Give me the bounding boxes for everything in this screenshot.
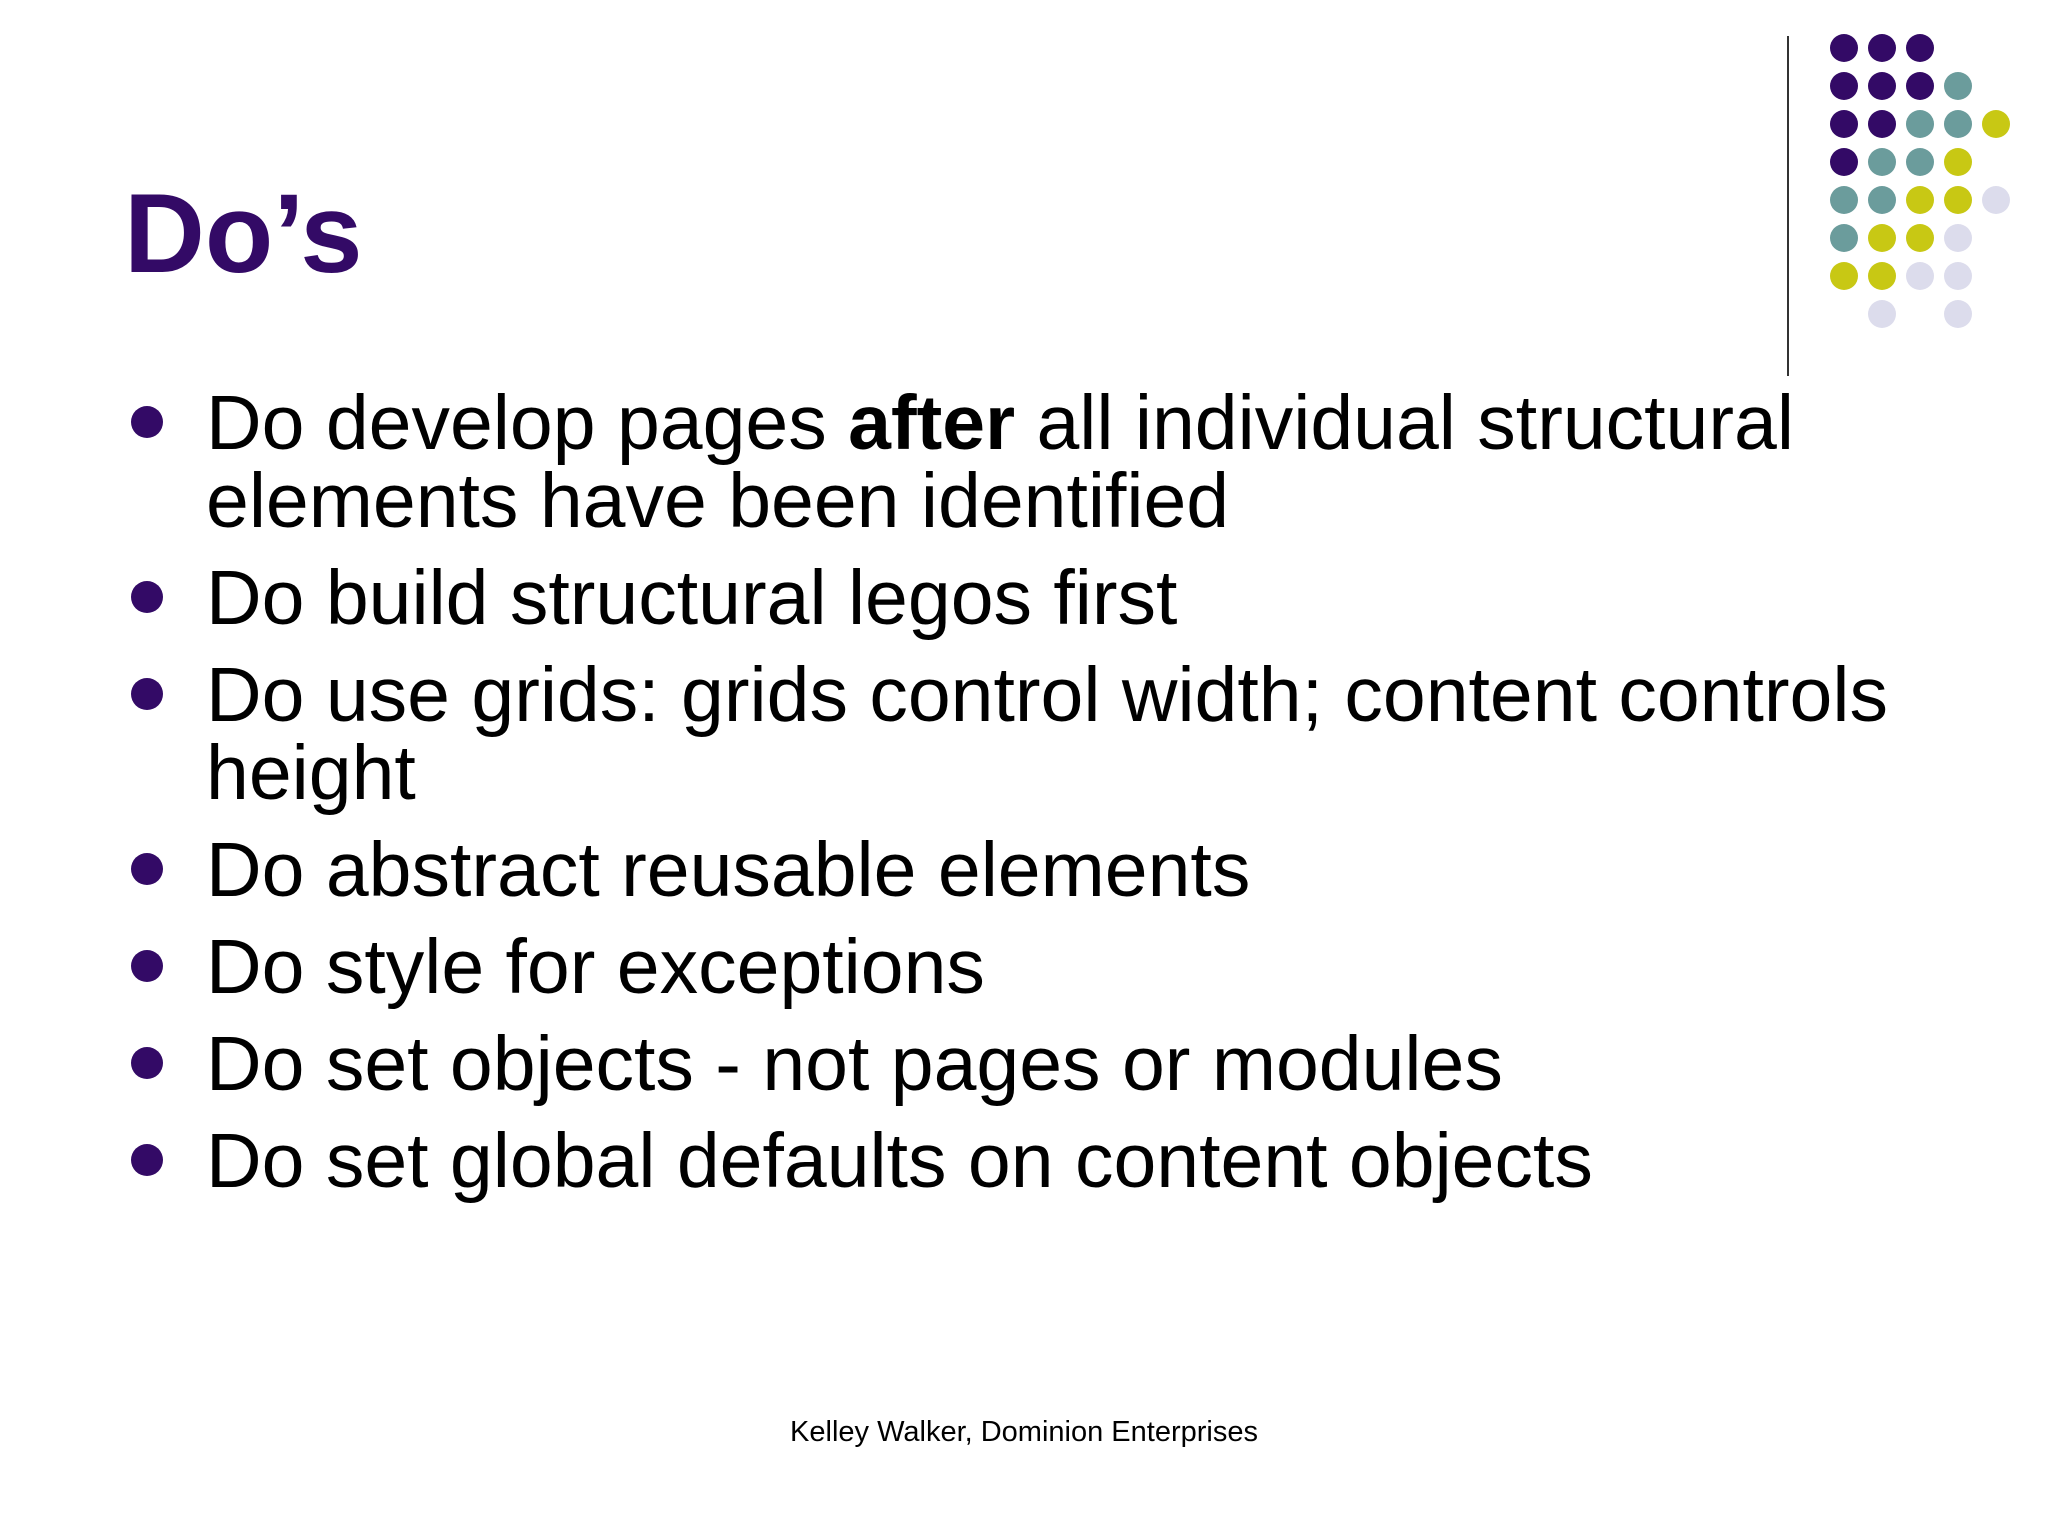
decor-dot xyxy=(1830,148,1858,176)
decor-dot xyxy=(1830,262,1858,290)
decor-dot xyxy=(1906,34,1934,62)
decor-dot xyxy=(1868,72,1896,100)
bullet-icon xyxy=(131,581,163,613)
decor-dot xyxy=(1868,300,1896,328)
decor-dot xyxy=(1944,186,1972,214)
decor-dot xyxy=(1830,224,1858,252)
bullet-item xyxy=(0,924,1906,1010)
slide-title: Do’s xyxy=(124,171,363,296)
decor-dot xyxy=(1868,110,1896,138)
bullet-icon xyxy=(131,678,163,710)
bullet-icon xyxy=(131,1047,163,1079)
decor-dot xyxy=(1868,34,1896,62)
decor-dot xyxy=(1830,110,1858,138)
bullet-item xyxy=(0,555,1906,641)
decor-dot xyxy=(1868,262,1896,290)
bullet-icon xyxy=(131,406,163,438)
decor-dot xyxy=(1944,300,1972,328)
bullet-text-part: all individual structural elements have been identified xyxy=(206,380,1794,544)
decor-dot xyxy=(1944,224,1972,252)
decor-dot xyxy=(1830,186,1858,214)
decor-dot xyxy=(1868,186,1896,214)
decor-dot xyxy=(1868,224,1896,252)
bullet-text: Do set global defaults on content objects xyxy=(206,1118,1593,1204)
bullet-item xyxy=(0,1021,1906,1107)
decor-dot xyxy=(1944,148,1972,176)
bullet-item xyxy=(0,380,1906,544)
bullet-text: Do set objects - not pages or modules xyxy=(206,1021,1503,1107)
decor-dot xyxy=(1982,110,2010,138)
bullet-icon xyxy=(131,853,163,885)
decor-dot xyxy=(1944,72,1972,100)
bullet-emphasis: after xyxy=(848,380,1016,466)
bullet-item xyxy=(0,652,1906,816)
decor-dot xyxy=(1906,110,1934,138)
slide-footer: Kelley Walker, Dominion Enterprises xyxy=(790,1416,1258,1448)
bullet-item xyxy=(0,1118,1906,1204)
bullet-icon xyxy=(131,1144,163,1176)
decor-dot xyxy=(1944,110,1972,138)
bullet-text: Do build structural legos first xyxy=(206,555,1178,641)
decor-dot xyxy=(1906,262,1934,290)
decor-dot xyxy=(1982,186,2010,214)
title-divider xyxy=(1787,36,1789,376)
bullet-text-part: Do develop pages xyxy=(206,380,849,466)
bullet-item xyxy=(0,827,1906,913)
decor-dot xyxy=(1830,34,1858,62)
bullet-list xyxy=(0,380,1906,1219)
decor-dot xyxy=(1868,148,1896,176)
decor-dot xyxy=(1944,262,1972,290)
decor-dot xyxy=(1830,72,1858,100)
bullet-text: Do use grids: grids control width; content controls height xyxy=(206,652,1888,816)
decor-dot xyxy=(1906,72,1934,100)
bullet-icon xyxy=(131,950,163,982)
bullet-text xyxy=(206,380,1794,544)
decor-dot xyxy=(1906,148,1934,176)
decor-dot xyxy=(1906,186,1934,214)
bullet-text: Do style for exceptions xyxy=(206,924,985,1010)
bullet-text: Do abstract reusable elements xyxy=(206,827,1251,913)
decor-dot xyxy=(1906,224,1934,252)
